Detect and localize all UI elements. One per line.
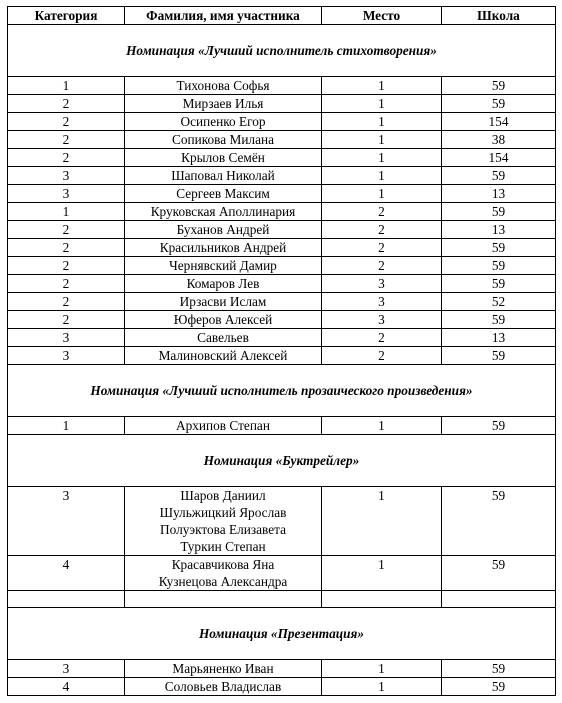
place-cell: 3 [322,293,442,311]
table-row [8,311,556,329]
participant-cell [125,131,322,149]
nomination-title [8,365,556,417]
school-cell: 13 [442,329,556,347]
place-cell: 3 [322,311,442,329]
participant-cell [125,556,322,591]
place-cell: 2 [322,347,442,365]
participant-name: Туркин Степан [180,539,266,554]
place-cell: 2 [322,329,442,347]
participant-name: Шульжицкий Ярослав [159,505,287,520]
header-place: Место [322,7,442,25]
school-cell: 59 [442,95,556,113]
table-row [8,221,556,239]
nomination-title [8,25,556,77]
table-row [8,149,556,167]
category-cell: 3 [8,660,125,678]
participant-cell [125,239,322,257]
participant-name: Шаповал Николай [171,168,275,183]
school-cell: 59 [442,660,556,678]
school-cell: 52 [442,293,556,311]
table-row [8,167,556,185]
participant-cell [125,77,322,95]
place-cell: 1 [322,660,442,678]
header-school: Школа [442,7,556,25]
category-cell: 3 [8,185,125,203]
place-cell: 2 [322,203,442,221]
table-row [8,556,556,591]
place-cell: 1 [322,678,442,696]
table-row [8,347,556,365]
table-row [8,678,556,696]
category-cell: 4 [8,678,125,696]
participant-cell [125,311,322,329]
table-row [8,95,556,113]
header-category: Категория [8,7,125,25]
table-row [8,591,556,608]
school-cell: 59 [442,487,556,556]
place-cell: 1 [322,131,442,149]
place-cell: 1 [322,95,442,113]
participant-name: Полуэктова Елизавета [160,522,286,537]
participant-name: Красильников Андрей [159,240,287,255]
table-row [8,275,556,293]
category-cell: 3 [8,329,125,347]
header-participant: Фамилия, имя участника [125,7,322,25]
participant-name: Крылов Семён [181,150,265,165]
participant-name: Сопикова Милана [171,132,274,147]
participant-name: Буханов Андрей [176,222,270,237]
category-cell: 1 [8,77,125,95]
place-cell: 1 [322,556,442,591]
nomination-row [8,365,556,417]
school-cell: 13 [442,185,556,203]
participant-cell [125,203,322,221]
participant-name: Кузнецова Александра [158,574,288,589]
participant-name: Соловьев Владислав [164,679,282,694]
category-cell: 2 [8,275,125,293]
participant-cell [125,95,322,113]
nomination-row [8,435,556,487]
place-cell: 1 [322,167,442,185]
participant-name: Ирзасви Ислам [179,294,267,309]
nomination-title-text: Номинация «Лучший исполнитель прозаического произведения» [90,383,473,398]
category-cell: 2 [8,221,125,239]
place-cell: 2 [322,257,442,275]
participant-name: Сергеев Максим [176,186,270,201]
participant-cell [125,167,322,185]
table-row [8,77,556,95]
category-cell: 3 [8,347,125,365]
school-cell: 59 [442,275,556,293]
participant-cell [125,591,322,608]
table-row [8,113,556,131]
table-row [8,487,556,556]
participant-name: Савельев [197,330,249,345]
participant-name: Мирзаев Илья [182,96,264,111]
participant-name: Круковская Аполлинария [150,204,296,219]
participant-name: Осипенко Егор [180,114,266,129]
school-cell: 154 [442,149,556,167]
category-cell: 1 [8,417,125,435]
table-row [8,417,556,435]
category-cell: 2 [8,149,125,167]
participant-cell [125,660,322,678]
participant-name: Архипов Степан [176,418,270,433]
table-row [8,131,556,149]
participant-cell [125,293,322,311]
school-cell: 59 [442,167,556,185]
place-cell: 1 [322,77,442,95]
place-cell: 1 [322,417,442,435]
place-cell: 1 [322,149,442,167]
participant-cell [125,113,322,131]
school-cell: 59 [442,417,556,435]
table-row [8,239,556,257]
category-cell: 2 [8,131,125,149]
nomination-row [8,608,556,660]
category-cell: 2 [8,239,125,257]
table-row [8,185,556,203]
results-table [7,6,556,696]
nomination-title-text: Номинация «Презентация» [198,626,365,641]
school-cell: 59 [442,257,556,275]
nomination-row [8,25,556,77]
place-cell: 1 [322,113,442,131]
participant-cell [125,487,322,556]
participant-cell [125,417,322,435]
participant-name: Тихонова Софья [176,78,270,93]
table-row [8,293,556,311]
participant-cell [125,347,322,365]
participant-cell [125,185,322,203]
school-cell: 154 [442,113,556,131]
place-cell: 1 [322,487,442,556]
category-cell: 3 [8,167,125,185]
nomination-title-text: Номинация «Лучший исполнитель стихотворения» [126,43,437,58]
participant-name: Шаров Даниил [180,488,266,503]
school-cell: 59 [442,556,556,591]
category-cell: 1 [8,203,125,221]
participant-name: Марьяненко Иван [172,661,274,676]
school-cell: 59 [442,239,556,257]
category-cell: 4 [8,556,125,591]
school-cell: 59 [442,347,556,365]
participant-cell [125,329,322,347]
participant-cell [125,149,322,167]
header-row [8,7,556,25]
table-row [8,660,556,678]
category-cell: 2 [8,293,125,311]
category-cell: 3 [8,487,125,556]
school-cell: 13 [442,221,556,239]
category-cell [8,591,125,608]
nomination-title [8,608,556,660]
category-cell: 2 [8,95,125,113]
place-cell [322,591,442,608]
school-cell: 38 [442,131,556,149]
category-cell: 2 [8,257,125,275]
participant-name: Малиновский Алексей [158,348,288,363]
school-cell [442,591,556,608]
participant-cell [125,257,322,275]
category-cell: 2 [8,311,125,329]
school-cell: 59 [442,311,556,329]
participant-name: Комаров Лев [186,276,260,291]
school-cell: 59 [442,203,556,221]
participant-cell [125,275,322,293]
nomination-title [8,435,556,487]
place-cell: 2 [322,239,442,257]
participant-name: Чернявский Дамир [169,258,277,273]
nomination-title-text: Номинация «Буктрейлер» [203,453,360,468]
participant-name: Красавчикова Яна [171,557,275,572]
participant-cell [125,221,322,239]
table-row [8,329,556,347]
category-cell: 2 [8,113,125,131]
results-body [8,25,556,696]
school-cell: 59 [442,77,556,95]
table-row [8,257,556,275]
school-cell: 59 [442,678,556,696]
place-cell: 2 [322,221,442,239]
place-cell: 3 [322,275,442,293]
place-cell: 1 [322,185,442,203]
participant-cell [125,678,322,696]
table-row [8,203,556,221]
participant-name: Юферов Алексей [173,312,273,327]
